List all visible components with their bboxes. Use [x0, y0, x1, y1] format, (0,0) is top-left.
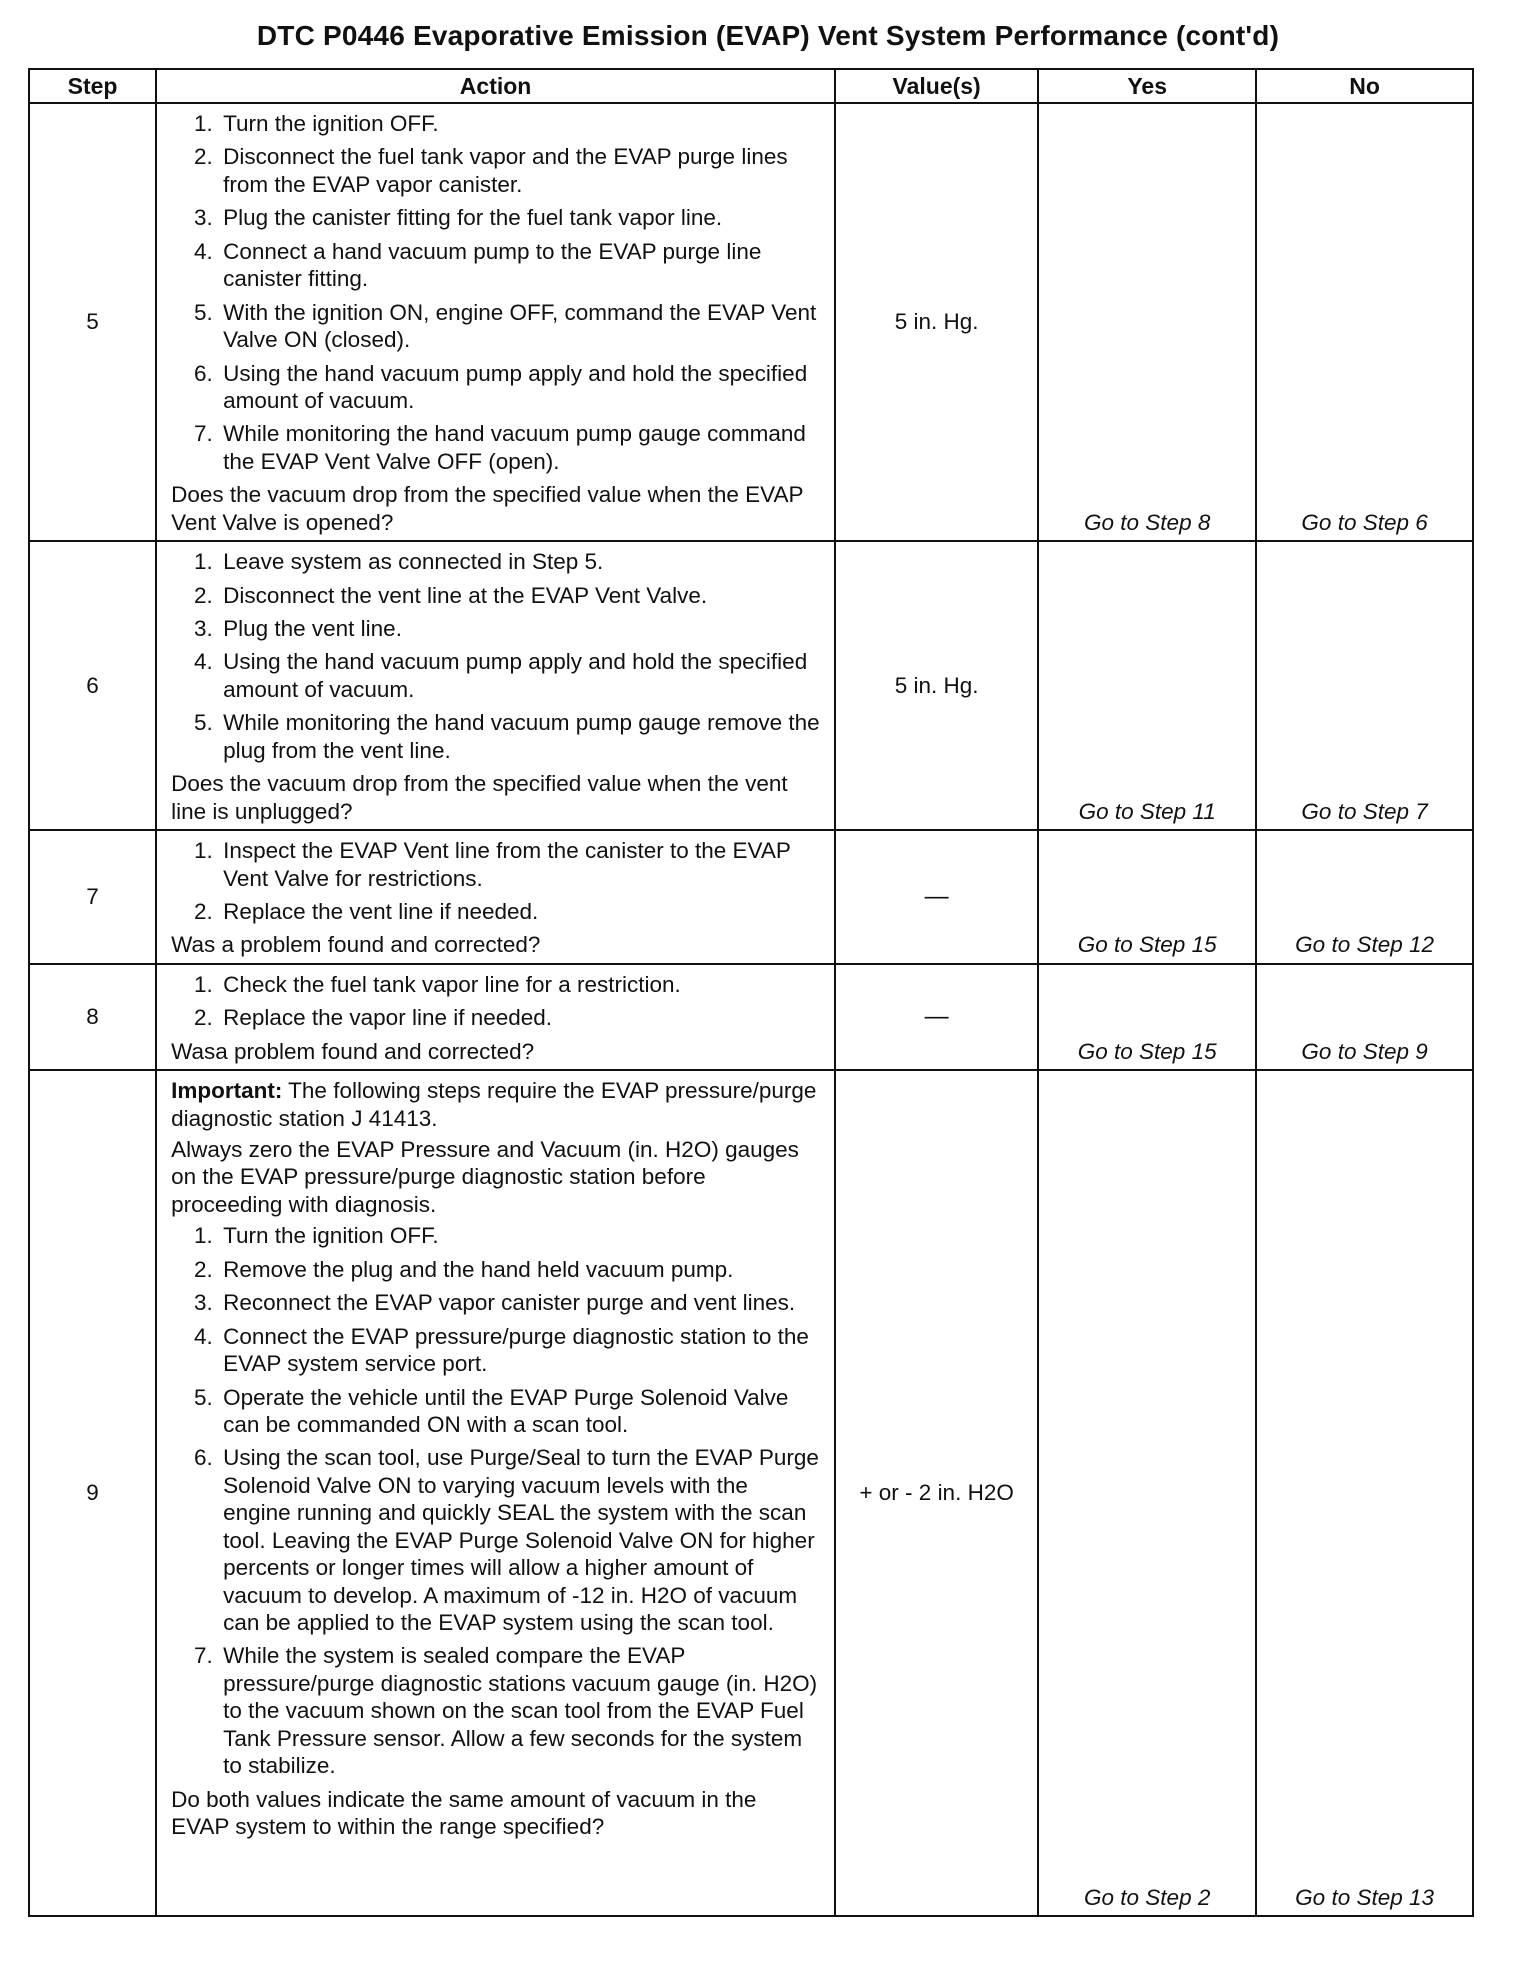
table-row-step-7: [29, 830, 1473, 964]
action-item: 2. Replace the vent line if needed.: [219, 898, 820, 925]
no-cell: Go to Step 9: [1256, 964, 1473, 1070]
header-values: Value(s): [835, 69, 1038, 103]
yes-cell: Go to Step 15: [1038, 830, 1256, 964]
action-question: Does the vacuum drop from the specified value when the EVAP Vent Valve is opened?: [171, 482, 804, 535]
header-action: Action: [156, 69, 835, 103]
table-row-step-9: [29, 1070, 1473, 1916]
important-note: [171, 1077, 820, 1132]
action-item: 3. Reconnect the EVAP vapor canister purge and vent lines.: [219, 1289, 820, 1316]
diagnostic-table: [28, 68, 1474, 1917]
yes-cell: Go to Step 11: [1038, 541, 1256, 830]
value-cell: [835, 830, 1038, 964]
action-item: 2. Replace the vapor line if needed.: [219, 1004, 820, 1031]
action-item: 1. Turn the ignition OFF.: [219, 1222, 820, 1249]
action-item: 5. Operate the vehicle until the EVAP Purge Solenoid Valve can be commanded ON with a scan tool.: [219, 1384, 820, 1439]
action-question: Was a problem found and corrected?: [171, 932, 541, 958]
table-row-step-5: [29, 103, 1473, 541]
action-item: 1. Leave system as connected in Step 5.: [219, 548, 820, 575]
table-row-step-8: [29, 964, 1473, 1070]
header-no: No: [1256, 69, 1473, 103]
value-cell: + or - 2 in. H2O: [835, 1070, 1038, 1916]
action-item: 7. While the system is sealed compare the EVAP pressure/purge diagnostic stations vacuum gauge (in. H2O) to the vacuum shown on the scan tool from the EVAP Fuel Tank Pressure sensor. Allow a few seconds for the system to stabilize.: [219, 1642, 820, 1779]
table-header-row: [29, 69, 1473, 103]
action-cell: [156, 541, 835, 830]
value-cell: 5 in. Hg.: [835, 541, 1038, 830]
action-list: [171, 1222, 820, 1779]
action-item: 5. With the ignition ON, engine OFF, command the EVAP Vent Valve ON (closed).: [219, 299, 820, 354]
page-title: DTC P0446 Evaporative Emission (EVAP) Vent System Performance (cont'd): [256, 20, 1280, 51]
action-cell: [156, 103, 835, 541]
action-list: [171, 837, 820, 925]
action-item: 6. Using the hand vacuum pump apply and hold the specified amount of vacuum.: [219, 360, 820, 415]
action-item: 1. Inspect the EVAP Vent line from the canister to the EVAP Vent Valve for restrictions.: [219, 837, 820, 892]
action-list: [171, 971, 820, 1032]
step-number: 9: [29, 1070, 156, 1916]
zero-gauges-note: Always zero the EVAP Pressure and Vacuum (in. H2O) gauges on the EVAP pressure/purge diagnostic station before proceeding with diagnosis.: [171, 1137, 799, 1217]
action-cell: [156, 830, 835, 964]
no-cell: Go to Step 13: [1256, 1070, 1473, 1916]
value-cell: 5 in. Hg.: [835, 103, 1038, 541]
no-cell: Go to Step 6: [1256, 103, 1473, 541]
action-item: 5. While monitoring the hand vacuum pump gauge remove the plug from the vent line.: [219, 709, 820, 764]
action-list: [171, 548, 820, 764]
step-number: 6: [29, 541, 156, 830]
action-item: 7. While monitoring the hand vacuum pump gauge command the EVAP Vent Valve OFF (open).: [219, 420, 820, 475]
step-number: 5: [29, 103, 156, 541]
header-step: Step: [29, 69, 156, 103]
action-item: 2. Disconnect the vent line at the EVAP Vent Valve.: [219, 582, 820, 609]
action-item: 4. Connect a hand vacuum pump to the EVAP purge line canister fitting.: [219, 238, 820, 293]
yes-cell: Go to Step 8: [1038, 103, 1256, 541]
action-item: 6. Using the scan tool, use Purge/Seal to turn the EVAP Purge Solenoid Valve ON to varying vacuum levels with the engine running and quickly SEAL the system with the scan tool. Leaving the EVAP Purge Solenoid Valve ON for higher percents or longer times will allow a higher amount of vacuum to develop. A maximum of -12 in. H2O of vacuum can be applied to the EVAP system using the scan tool.: [219, 1444, 820, 1636]
action-question: Do both values indicate the same amount of vacuum in the EVAP system to within the range specified?: [171, 1786, 757, 1840]
action-item: 1. Turn the ignition OFF.: [219, 110, 820, 137]
important-text: The following steps require the EVAP pressure/purge diagnostic station J 41413.: [171, 1078, 817, 1131]
step-number: 7: [29, 830, 156, 964]
action-item: 2. Disconnect the fuel tank vapor and the EVAP purge lines from the EVAP vapor canister.: [219, 143, 820, 198]
action-question: Wasa problem found and corrected?: [171, 1038, 535, 1064]
step-number: 8: [29, 964, 156, 1070]
yes-cell: Go to Step 2: [1038, 1070, 1256, 1916]
action-item: 3. Plug the canister fitting for the fuel tank vapor line.: [219, 204, 820, 231]
action-question: Does the vacuum drop from the specified value when the vent line is unplugged?: [171, 771, 788, 824]
no-cell: Go to Step 7: [1256, 541, 1473, 830]
no-cell: Go to Step 12: [1256, 830, 1473, 964]
value-dash: —: [924, 1003, 949, 1031]
important-label: Important:: [171, 1078, 283, 1104]
action-item: 1. Check the fuel tank vapor line for a restriction.: [219, 971, 820, 998]
header-yes: Yes: [1038, 69, 1256, 103]
yes-cell: Go to Step 15: [1038, 964, 1256, 1070]
table-row-step-6: [29, 541, 1473, 830]
action-list: [171, 110, 820, 475]
action-item: 4. Connect the EVAP pressure/purge diagnostic station to the EVAP system service port.: [219, 1323, 820, 1378]
action-cell: [156, 964, 835, 1070]
action-cell: [156, 1070, 835, 1916]
value-dash: —: [924, 883, 949, 911]
value-cell: [835, 964, 1038, 1070]
action-item: 2. Remove the plug and the hand held vacuum pump.: [219, 1256, 820, 1283]
action-item: 4. Using the hand vacuum pump apply and hold the specified amount of vacuum.: [219, 648, 820, 703]
action-item: 3. Plug the vent line.: [219, 615, 820, 642]
